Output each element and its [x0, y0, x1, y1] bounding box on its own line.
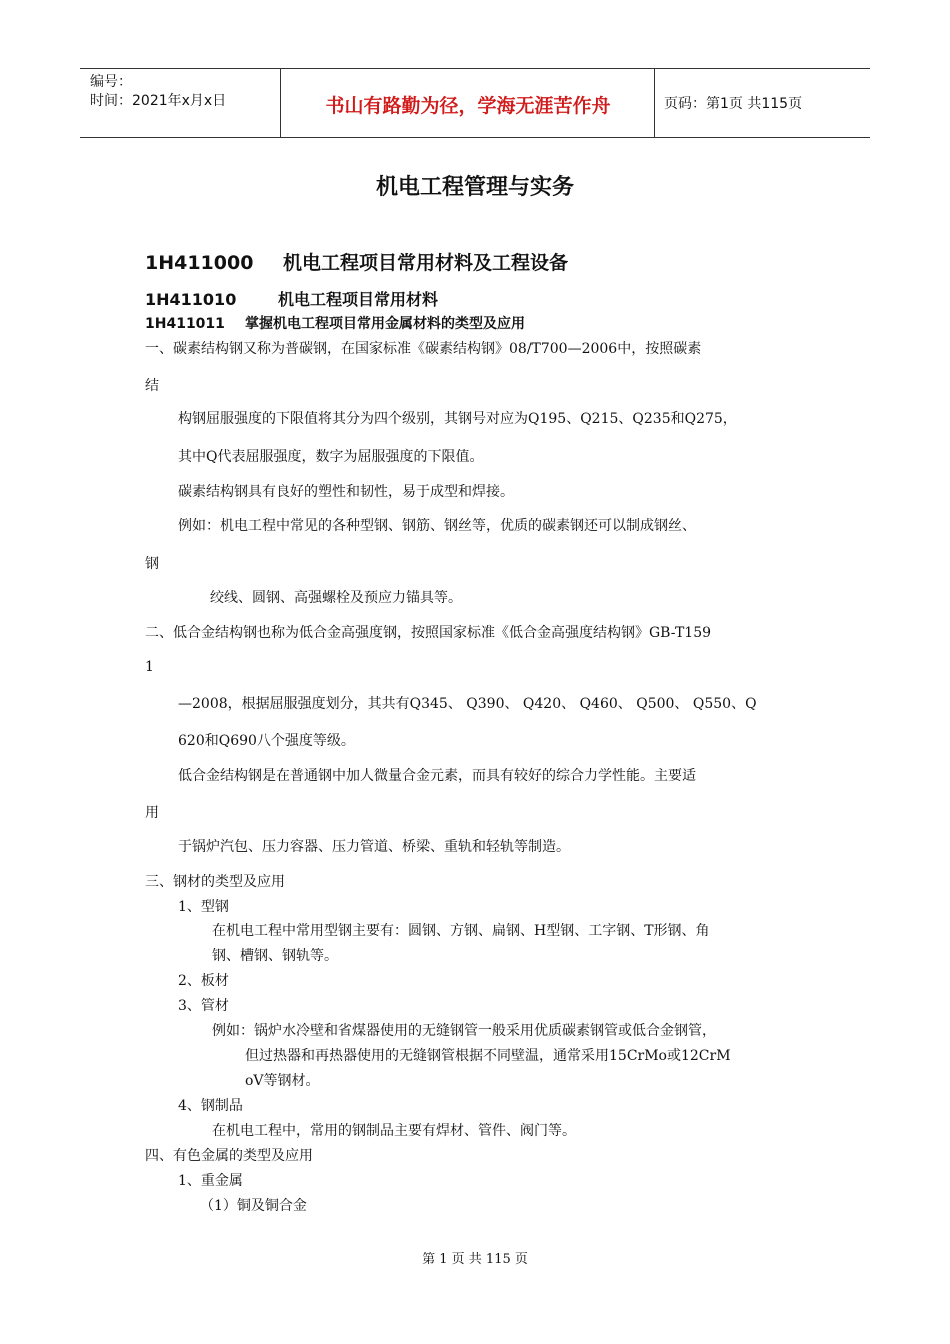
heading-level2: [145, 287, 438, 310]
body-line: 结: [145, 378, 159, 394]
body-line: 4、钢制品: [178, 1098, 243, 1114]
body-line: 四、有色金属的类型及应用: [145, 1148, 313, 1164]
body-line: 例如：机电工程中常见的各种型钢、钢筋、钢丝等，优质的碳素钢还可以制成钢丝、: [178, 518, 696, 534]
document-title: 机电工程管理与实务: [375, 175, 574, 200]
body-line: 钢、槽钢、钢轨等。: [212, 948, 338, 964]
body-line: 在机电工程中常用型钢主要有：圆钢、方钢、扁钢、H型钢、工字钢、T形钢、角: [212, 923, 710, 939]
body-line: —2008，根据屈服强度划分，其共有Q345、 Q390、 Q420、 Q460、 Q500、 Q550、Q: [178, 696, 757, 712]
body-line: 于锅炉汽包、压力容器、压力管道、桥梁、重轨和轻轨等制造。: [178, 839, 570, 855]
heading-title: 机电工程项目常用材料及工程设备: [283, 252, 569, 274]
body-line: 低合金结构钢是在普通钢中加人微量合金元素，而具有较好的综合力学性能。主要适: [178, 768, 696, 784]
body-line: 1、型钢: [178, 899, 229, 915]
heading-code: 1H411000: [145, 252, 254, 274]
body-line: 碳素结构钢具有良好的塑性和韧性，易于成型和焊接。: [178, 484, 514, 500]
heading-code: 1H411010: [145, 290, 237, 309]
heading-title: 掌握机电工程项目常用金属材料的类型及应用: [245, 316, 525, 332]
heading-code: 1H411011: [145, 316, 225, 332]
header-meta: [90, 73, 226, 111]
document-header: [80, 68, 870, 138]
body-line: 构钢屈服强度的下限值将其分为四个级别，其钢号对应为Q195、Q215、Q235和Q275，: [178, 411, 737, 427]
body-line: 一、碳素结构钢又称为普碳钢，在国家标准《碳素结构钢》08/T700—2006中，按照碳素: [145, 341, 702, 357]
body-line: 1: [145, 659, 154, 675]
body-line: 用: [145, 805, 159, 821]
body-line: 在机电工程中，常用的钢制品主要有焊材、管件、阀门等。: [212, 1123, 576, 1139]
heading-title: 机电工程项目常用材料: [278, 290, 439, 309]
header-motto: 书山有路勤为径，学海无涯苦作舟: [325, 95, 611, 117]
header-divider: [654, 69, 655, 137]
number-label: 编号：: [90, 74, 132, 90]
body-line: 钢: [145, 556, 159, 572]
body-line: 例如：锅炉水冷壁和省煤器使用的无缝钢管一般采用优质碳素钢管或低合金钢管，: [212, 1023, 716, 1039]
body-line: 2、板材: [178, 973, 229, 989]
body-line: 620和Q690八个强度等级。: [178, 733, 355, 749]
body-line: 但过热器和再热器使用的无缝钢管根据不同壁温，通常采用15CrMo或12CrM: [245, 1048, 731, 1064]
body-line: （1）铜及铜合金: [200, 1198, 307, 1214]
heading-level3: [145, 313, 525, 333]
body-line: 二、低合金结构钢也称为低合金高强度钢，按照国家标准《低合金高强度结构钢》GB-T159: [145, 625, 712, 641]
time-label: 时间：2021年x月x日: [90, 93, 227, 109]
body-line: 3、管材: [178, 998, 229, 1014]
body-line: oV等钢材。: [245, 1073, 320, 1089]
heading-level1: [145, 248, 568, 275]
body-line: 其中Q代表屈服强度，数字为屈服强度的下限值。: [178, 449, 484, 465]
body-line: 三、钢材的类型及应用: [145, 874, 285, 890]
header-page-info: 页码：第1页 共115页: [664, 96, 803, 112]
body-line: 1、重金属: [178, 1173, 243, 1189]
body-line: 绞线、圆钢、高强螺栓及预应力锚具等。: [210, 590, 462, 606]
page-footer: 第 1 页 共 115 页: [422, 1252, 528, 1267]
header-divider: [280, 69, 281, 137]
